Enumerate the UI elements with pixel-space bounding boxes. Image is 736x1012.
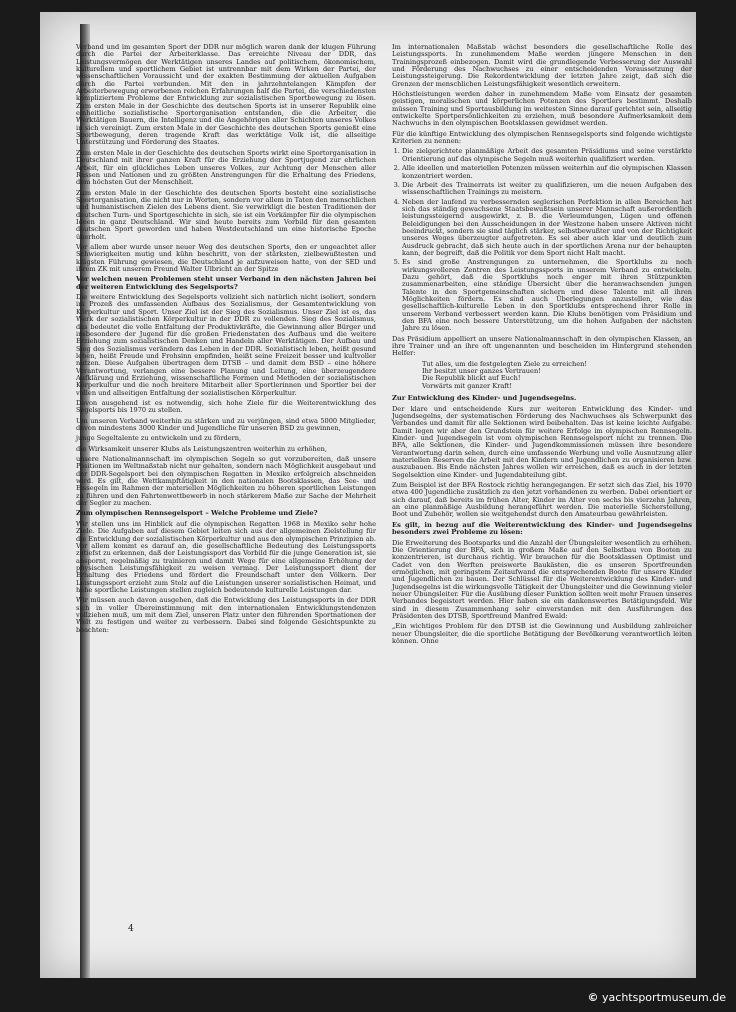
verse-line: Die Republik blickt auf Euch!	[422, 374, 521, 383]
watermark-text: yachtsportmuseum.de	[602, 991, 726, 1004]
verse-line: Tut alles, um die festgelegten Ziele zu erreichen!	[422, 359, 588, 368]
paragraph: Im internationalen Maßstab wächst besonders die gesellschaftliche Rolle des Leistungssports. In zunehmendem Maße werden jüngere Menschen in den Trainingsprozeß einbezogen. Damit wird die grundlegende Verbesserung der Auswahl und Förderung des Nachwuchses zu einer entscheidenden Voraussetzung der Leistungssteigerung. Die Rekordentwicklung der letzten Jahre zeigt, daß sich die Grenzen der menschlichen Leistungsfähigkeit wesentlich erweitern.	[392, 43, 692, 88]
paragraph: Vor allem aber wurde unser neuer Weg des deutschen Sports, den er ungeachtet aller Schwierigkeiten mutig und kühn beschritt, von der stärksten, zielbewußtesten und klügsten Führung gewiesen, die Deutschland je aufzuweisen hatte, von der SED und ihrem ZK mit unserem Freund Walter Ulbricht an der Spitze	[76, 242, 376, 273]
paragraph: Wir stellen uns im Hinblick auf die olympischen Regatten 1968 in Mexiko sehr hohe Ziele. Die Aufgaben auf diesem Gebiet leiten sich aus der allgemeinen Zielstellung für die Entwicklung der sozialistischen Körperkultur und aus den olympischen Prinzipien ab. Vor allem kommt es darauf an, die gesellschaftliche Bedeutung des Leistungssports zutiefst zu erkennen, daß der Leistungssport das Vorbild für die junge Generation ist, sie anspornt, regelmäßig zu trainieren und damit Wege für eine allgemeine Erhöhung der physischen Leistungsfähigkeit zu weisen vermag. Der Leistungssport dient der Erhaltung des Friedens und fördert die Freundschaft unter den Völkern. Der Leistungssport erzieht zum Stolz auf die Leistungen unserer sozialistischen Heimat, und hohe sportliche Leistungen stellen zugleich bedeutende kulturelle Leistungen dar.	[76, 519, 376, 594]
paragraph: die Wirksamkeit unserer Klubs als Leistungszentren weiterhin zu erhöhen,	[76, 444, 327, 453]
section-heading: Zur Entwicklung des Kinder- und Jugendsegelns.	[392, 394, 577, 403]
section-heading: Es gilt, in bezug auf die Weiterentwicklung des Kinder- und Jugendsegelns besonders zwei Probleme zu lösen:	[392, 520, 692, 537]
paragraph: Wir müssen auch davon ausgehen, daß die Entwicklung des Leistungssports in der DDR sich in voller Übereinstimmung mit den internationalen Entwicklungstendenzen vollziehen muß, um mit dem Ziel, unseren Platz unter den führenden Sportnationen der Welt zu festigen und weiter zu verbessern. Dabei sind folgende Gesichtspunkte zu beachten:	[76, 596, 376, 634]
paragraph: Zum Beispiel ist der BFA Rostock richtig herangegangen. Er setzt sich das Ziel, bis 1970 etwa 400 Jugendliche zusätzlich zu den jetzt vorhandenen zu werben. Dabei orientiert er sich darauf, daß bereits im frühen Alter, Kinder im Alter von sechs bis vierzehn Jahren, an eine planmäßige Ausbildung herangeführt werden. Die materielle Sicherstellung, Boot und Zubehör, wollen sie weitgehendst durch den Amateurbau gewährleisten.	[392, 480, 692, 519]
right-text-column	[392, 44, 692, 648]
section-heading: Vor welchen neuen Problemen steht unser Verband in den nächsten Jahren bei der weiteren Entwicklung des Segelsports?	[76, 275, 376, 291]
magazine-page	[40, 12, 696, 978]
paragraph: Das Präsidium appelliert an unsere Nationalmannschaft in den olympischen Klassen, an ihre Trainer und an ihre oft ungenannten und bescheiden im Hintergrund stehenden Helfer:	[392, 334, 692, 358]
verse-line: Ihr besitzt unser ganzes Vertrauen!	[422, 367, 541, 376]
paragraph: Für die künftige Entwicklung des olympischen Rennsegelsports sind folgende wichtigste Kriterien zu nennen:	[392, 129, 692, 146]
paragraph: Höchstleistungen werden daher in zunehmendem Maße vom Einsatz der gesamten geistigen, moralischen und körperlichen Potenzen des Sportlers bestimmt. Deshalb müssen Training und Sportausbildung im weitesten Sinne darauf gerichtet sein, allseitig entwickelte Sportpersönlichkeiten zu erziehen, muß besondere Aufmerksamkeit dem Nachwuchs in den olympischen Bootsklassen gewidmet werden.	[392, 90, 692, 128]
paragraph: Die weitere Entwicklung des Segelsports vollzieht sich natürlich nicht isoliert, sondern im Prozeß des umfassenden Aufbaus des Sozialismus, der Gesamtentwicklung von Körperkultur und Sport. Unser Ziel ist der Sieg des Sozialismus. Unser Ziel ist es, das Werk der sozialistischen Körperkultur in der DDR zu vollenden. Sieg des Sozialismus, das bedeutet die volle Entfaltung der Produktivkräfte, die Gewinnung aller Bürger und insbesondere der Jugend für die großen Friedenstaten des Aufbaus und die weitere Erziehung zum sozialistischen Denken und Handeln aller Werktätigen. Der Aufbau und Sieg des Sozialismus verändern das Leben in der DDR. Sozialistisch leben, heißt gesund leben, heißt Freude und Frohsinn empfinden, heißt seine Freizeit besser und kultvoller nutzen. Diese Aufgaben übertragen dem DTSB – und damit dem BSD – eine höhere Verantwortung, verlangen eine bessere Planung und Leitung, eine überzeugendere Aufklärung und Erziehung, wissenschaftliche Formen und Methoden der sozialistischen Körperkultur und die noch breitere Mitarbeit aller Sportlerinnen und Sportler bei der vollen und allseitigen Entfaltung der sozialistischen Körperkultur.	[76, 293, 376, 397]
watermark	[588, 991, 726, 1004]
list-item: 5. Es sind große Anstrengungen zu unternehmen, die Sportklubs zu noch wirkungsvolleren Zentren des Leistungssports in unserem Verband zu entwickeln. Dazu gehört, daß die Sportklubs noch enger mit ihren Stützpunkten zusammenarbeiten, eine ständige Übersicht über die heranwachsenden jungen Talente in den Sportgemeinschaften sichern und diese Talente mit all ihren Möglichkeiten fördern. Es sind auch Überlegungen anzustellen, wie das gesellschaftlich-kulturelle Leben in den Sportklubs entsprechend ihrer Rolle in unserem Verband verbessert werden kann. Die Klubs benötigen vom Präsidium und den BFA eine noch bessere Unterstützung, um die hohen Aufgaben der nächsten Jahre zu lösen.	[402, 259, 692, 332]
list-item: 1. Die zielgerichtete planmäßige Arbeit des gesamten Präsidiums und seine verstärkte Orientierung auf das olympische Segeln muß weiterhin qualifiziert werden.	[402, 148, 692, 163]
paragraph: junge Segeltalente zu entwickeln und zu fördern,	[76, 434, 242, 443]
paragraph: Der klare und entscheidende Kurs zur weiteren Entwicklung des Kinder- und Jugendsegelns, der systematischen Förderung des Nachwuchses als Schwerpunkt des Verbandes und damit für alle Sektionen wird beibehalten. Das ist keine leichte Aufgabe. Damit legen wir aber den Grundstein für weitere Erfolge im olympischen Rennsegeln. Kinder- und Jugendsegeln ist vom olympischen Rennsegelsport nicht zu trennen. Die BFA, alle Sektionen, die Kinder- und Jugendkommissionen müssen ihre besondere Verantwortung darin sehen, durch eine umfassende Werbung und volle Ausnutzung aller materiellen Reserven die Arbeit mit den Kindern und Jugendlichen zu organisieren bzw. auszubauen. Bis Ende nächsten Jahres wollen wir erreichen, daß es auch in der letzten Segelsektion eine Kinder- und Jugendabteilung gibt.	[392, 404, 692, 479]
paragraph: unsere Nationalmannschaft im olympischen Segeln so gut vorzubereiten, daß unsere Positionen im Weltmaßstab nicht nur gehalten, sondern nach Möglichkeit ausgebaut und der DDR-Segelsport bei den olympischen Regatten in Mexiko erfolgreich abschneiden wird. Es gilt, die Wettkampftätigkeit in den nationalen Bootsklassen, das See- und Eissegeln im Rahmen der materiellen Möglichkeiten zu höheren sportlichen Leistungen zu führen und den Fahrtenwettbewerb in noch stärkerem Maße zur Sache der Mehrheit der Segler zu machen.	[76, 455, 376, 508]
paragraph: Davon ausgehend ist es notwendig, sich hohe Ziele für die Weiterentwicklung des Segelsports bis 1970 zu stellen.	[76, 398, 376, 415]
list-item: 3. Die Arbeit des Trainerrats ist weiter zu qualifizieren, um die neuen Aufgaben des wissenschaftlichen Trainings zu meistern.	[402, 182, 692, 197]
paragraph: „Ein wichtiges Problem für den DTSB ist die Gewinnung und Ausbildung zahlreicher neuer Übungsleiter, die die sportliche Betätigung der Bevölkerung verantwortlich leiten können. Ohne	[392, 622, 692, 645]
verse-line: Vorwärts mit ganzer Kraft!	[422, 381, 513, 390]
list-item: 4. Neben der laufend zu verbessernden seglerischen Perfektion in allen Bereichen hat sich das ständig gewachsene Staatsbewußtsein unserer Mannschaft außerordentlich leistungssteigernd ausgewirkt, z. B. die Verleumdungen, Lügen und offenen Beleidigungen bei den Ausscheidungen in der Westzone haben unsere Aktiven nicht beeindruckt, sondern sie sind täglich stärker, selbstbewußter und von der Richtigkeit unseres Weges überzeugter aufgetreten. Es sei aber auch klar und deutlich zum Ausdruck gebracht, daß sich heute auch in der sportlichen Arena nur der behaupten kann, der begreift, daß die Politik vor dem Sport nicht Halt macht.	[402, 199, 692, 258]
page-number: 4	[128, 924, 134, 934]
list-item: 2. Alle ideellen und materiellen Potenzen müssen weiterhin auf die olympischen Klassen konzentriert werden.	[402, 165, 692, 180]
paragraph: Zum ersten Male in der Geschichte des deutschen Sports besteht eine sozialistische Sportorganisation, die nicht nur in Worten, sondern vor allem in Taten den menschlichen und humanistischen Zielen des Lebens dient. Sie verwirkligt die besten Traditionen der deutschen Turn- und Sportgeschichte in sich, sie ist ein Vorkämpfer für die olympischen Ideen in ganz Deutschland. Wir sind heute bereits zum Vorbild für den gesamten deutschen Sport geworden und haben Westdeutschland um eine historische Epoche überholt.	[76, 188, 376, 241]
left-text-column	[76, 44, 376, 637]
criteria-list	[392, 148, 692, 332]
paragraph: Die Erweiterung des Bootsparks und die Anzahl der Übungsleiter wesentlich zu erhöhen. Die Orientierung der BFA, sich in großem Maße auf den Selbstbau von Booten zu konzentrieren, ist durchaus richtig. Wir brauchen für die Bootsklassen Optimist und Cadet von den Werften preiswerte Baukästen, die es unseren Sportfreunden ermöglichen, mit geringstem Zeitaufwand die entsprechenden Boote für unsere Kinder und Jugendlichen zu bauen. Der Schlüssel für die Weiterentwicklung des Kinder- und Jugendsegelns ist die wirkungsvolle Tätigkeit der Übungsleiter und die Gewinnung vieler neuer Übungsleiter. Für die Ausübung dieser Funktion sollten weit mehr Frauen unseres Verbandes begeistert werden. Hier haben sie ein dankenswertes Betätigungsfeld. Wir sind in diesem Zusammenhang sehr einverstanden mit den Ausführungen des Präsidenten des DTSB, Sportfreund Manfred Ewald:	[392, 538, 692, 620]
section-heading: Zum olympischen Rennsegelsport – Welche Probleme und Ziele?	[76, 509, 318, 518]
paragraph: Um unseren Verband weiterhin zu stärken und zu verjüngen, sind etwa 5000 Mitglieder, davon mindestens 3000 Kinder und Jugendliche für unseren BSD zu gewinnen,	[76, 416, 376, 432]
paragraph: Zum ersten Male in der Geschichte des deutschen Sports wirkt eine Sportorganisation in Deutschland mit ihrer ganzen Kraft für die Erziehung der Sportjugend zur ehrlichen Arbeit, für ein glückliches Leben unseres Volkes, zur Achtung der Menschen aller Rassen und Nationen und zu größten Anstrengungen für die Erhaltung des Friedens, dem höchsten Gut der Menschheit.	[76, 148, 376, 187]
appeal-verse	[392, 361, 692, 390]
copyright-symbol: ©	[587, 991, 599, 1004]
paragraph: Verband und im gesamten Sport der DDR nur möglich waren dank der klugen Führung durch die Partei der Arbeiterklasse. Das erreichte Niveau der DDR, das Leistungsvermögen der Werktätigen unseres Landes auf politischem, ökonomischem, kulturellem und sportlichem Gebiet ist untrennbar mit dem Wirken der Partei, der wissenschaftlichen Voraussicht und der exakten Bestimmung der aktuellen Aufgaben durch die Partei verbunden. Mit den in jahrzehntelangen Kämpfen der Arbeiterbewegung erworbenen reichen Erfahrungen half die Partei, die verschiedensten kompliziertem Probleme der Entwicklung zur sozialistischen Sportbewegung zu lösen. Zum ersten Male in der Geschichte des deutschen Sports ist in unserer Republik eine einheitliche sozialistische Sportorganisation entstanden, die die Arbeiter, die Werktätigen Bauern, die Intelligenz und die Angehörigen aller Schichten unseres Volkes in sich vereinigt. Zum ersten Male in der Geschichte des deutschen Sports genießt eine Sportbewegung, deren tragende Kraft das werktätige Volk ist, die allseitige Unterstützung und Förderung des Staates.	[76, 43, 376, 147]
